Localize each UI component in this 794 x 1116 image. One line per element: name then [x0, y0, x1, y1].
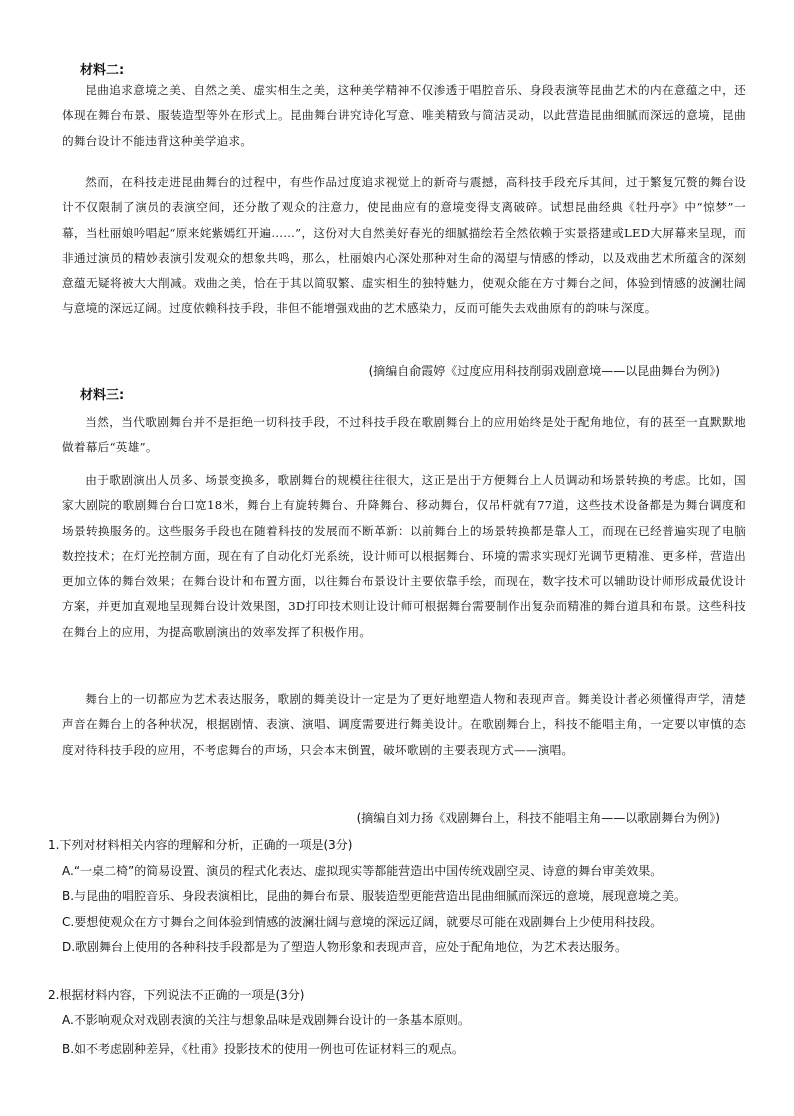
material3-heading: 材料三:	[80, 388, 125, 403]
material3-paragraph-1: 当然，当代歌剧舞台并不是拒绝一切科技手段，不过科技手段在歌剧舞台上的应用始终是处于配角地位，有的甚至一直默默地做着幕后“英雄”。	[62, 415, 746, 455]
question-1-option-b: B.与昆曲的唱腔音乐、身段表演相比，昆曲的舞台布景、服装造型更能营造出昆曲细腻而深远的意境，展现意境之美。	[62, 889, 687, 903]
material2-source: (摘编自俞霞婷《过度应用科技削弱戏剧意境——以昆曲舞台为例》)	[368, 364, 720, 378]
question-2-stem: 2.根据材料内容，下列说法不正确的一项是(3分)	[48, 988, 305, 1002]
material2-paragraph-2: 然而，在科技走进昆曲舞台的过程中，有些作品过度追求视觉上的新奇与震撼，高科技手段充斥其间，过于繁复冗赘的舞台设计不仅限制了演员的表演空间，还分散了观众的注意力，使昆曲应有的意境变得支离破碎。试想昆曲经典《牡丹亭》中“惊梦”一幕，当杜丽娘吟唱起“原来姹紫嫣红开遍……”，这份对大自然美好春光的细腻描绘若全然依赖于实景搭建或LED大屏幕来呈现，而非通过演员的精妙表演引发观众的想象共鸣，那么，杜丽娘内心深处那种对生命的渴望与情感的悸动，以及戏曲艺术所蕴含的深刻意蕴无疑将被大大削减。戏曲之美，恰在于其以简驭繁、虚实相生的独特魅力，使观众能在方寸舞台之间，体验到情感的波澜壮阔与意境的深远辽阔。过度依赖科技手段，非但不能增强戏曲的艺术感染力，反而可能失去戏曲原有的韵味与深度。	[62, 175, 746, 316]
material2-paragraph-1: 昆曲追求意境之美、自然之美、虚实相生之美，这种美学精神不仅渗透于唱腔音乐、身段表演等昆曲艺术的内在意蕴之中，还体现在舞台布景、服装造型等外在形式上。昆曲舞台讲究诗化写意、唯美精致与简洁灵动，以此营造昆曲细腻而深远的意境，昆曲的舞台设计不能违背这种美学追求。	[62, 83, 746, 148]
material3-source: (摘编自刘力扬《戏剧舞台上，科技不能唱主角——以歌剧舞台为例》)	[356, 811, 720, 825]
material3-paragraph-3: 舞台上的一切都应为艺术表达服务，歌剧的舞美设计一定是为了更好地塑造人物和表现声音。舞美设计者必须懂得声学，清楚声音在舞台上的各种状况，根据剧情、表演、演唱、调度需要进行舞美设计。在歌剧舞台上，科技不能唱主角，一定要以审慎的态度对待科技手段的应用，不考虑舞台的声场，只会本末倒置，破坏歌剧的主要表现方式——演唱。	[62, 692, 746, 757]
question-2-option-a: A.不影响观众对戏剧表演的关注与想象品味是戏剧舞台设计的一条基本原则。	[62, 1013, 470, 1027]
question-1-option-a: A.“一桌二椅”的简易设置、演员的程式化表达、虚拟现实等都能营造出中国传统戏剧空灵、诗意的舞台审美效果。	[62, 864, 663, 878]
material2-heading: 材料二:	[80, 63, 125, 78]
question-2-option-b: B.如不考虑剧种差异，《杜甫》投影技术的使用一例也可佐证材料三的观点。	[62, 1042, 465, 1056]
question-1-stem: 1.下列对材料相关内容的理解和分析，正确的一项是(3分)	[48, 838, 353, 852]
question-1-option-c: C.要想使观众在方寸舞台之间体验到情感的波澜壮阔与意境的深远辽阔，就要尽可能在戏剧舞台上少使用科技段。	[62, 915, 663, 929]
material3-paragraph-2: 由于歌剧演出人员多、场景变换多，歌剧舞台的规模往往很大，这正是出于方便舞台上人员调动和场景转换的考虑。比如，国家大剧院的歌剧舞台台口宽18米，舞台上有旋转舞台、升降舞台、移动舞台，仅吊杆就有77道，这些技术设备都是为舞台调度和场景转换服务的。这些服务手段也在随着科技的发展而不断革新：以前舞台上的场景转换都是靠人工，而现在已经普遍实现了电脑数控技术；在灯光控制方面，现在有了自动化灯光系统，设计师可以根据舞台、环境的需求实现灯光调节更精准、更多样，营造出更加立体的舞台效果；在舞台设计和布置方面，以往舞台布景设计主要依靠手绘，而现在，数字技术可以辅助设计师形成最优设计方案，并更加直观地呈现舞台设计效果图，3D打印技术则让设计师可根据舞台需要制作出复杂而精准的舞台道具和布景。这些科技在舞台上的应用，为提高歌剧演出的效率发挥了积极作用。	[62, 473, 746, 639]
question-1-option-d: D.歌剧舞台上使用的各种科技手段都是为了塑造人物形象和表现声音，应处于配角地位，为艺术表达服务。	[62, 940, 628, 954]
